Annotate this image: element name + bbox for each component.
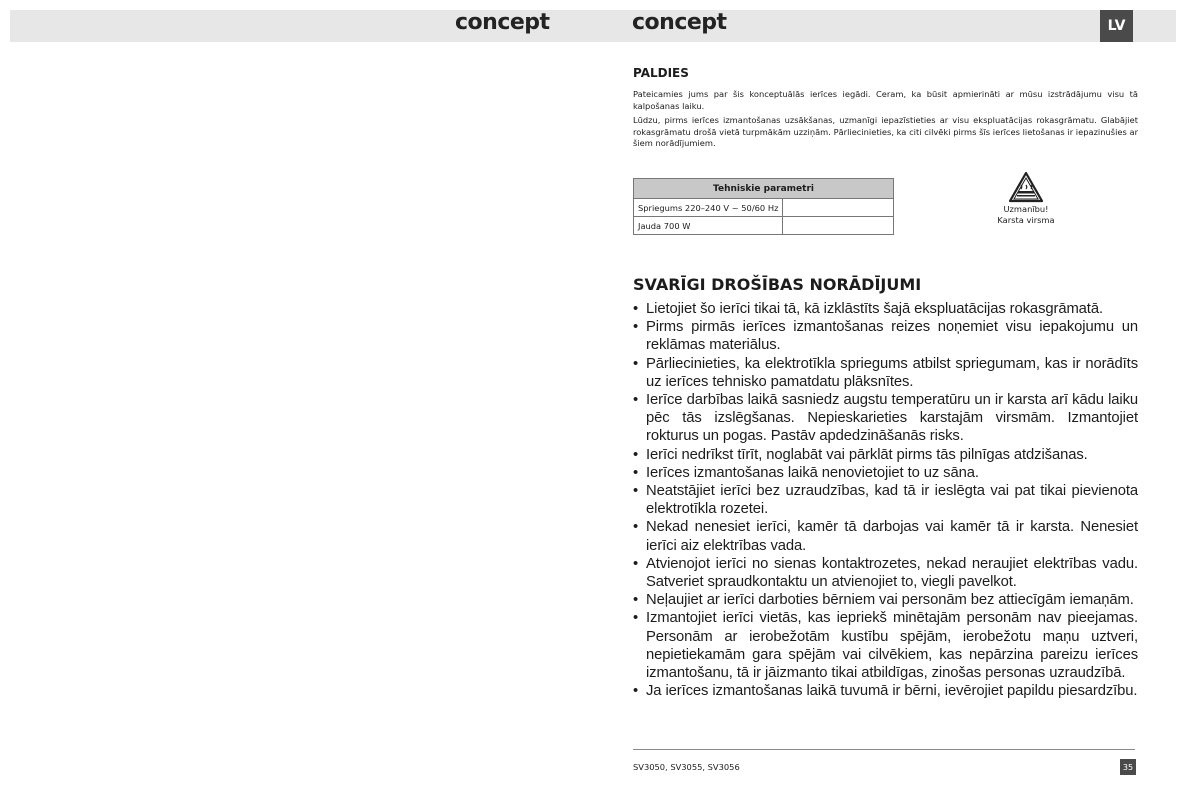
thanks-paragraph-2: Lūdzu, pirms ierīces izmantošanas uzsākšanas, uzmanīgi iepazīstieties ar visu ekspluatācijas rokasgrāmatu. Glabājiet rokasgrāmatu drošā vietā turpmākām uzziņām. Pārliecinieties, ka citi cilvēki pirms šīs ierīces lietošanas ir iepazinušies ar šiem norādījumiem. xyxy=(633,115,1138,148)
list-item: • Atvienojot ierīci no sienas kontaktrozetes, nekad neraujiet elektrības vadu. Satveriet spraudkontaktu un atvienojiet to, viegli pavelkot. xyxy=(633,555,1138,591)
param-power: Jauda 700 W xyxy=(634,217,783,235)
param-empty-cell xyxy=(783,199,894,217)
param-empty-cell xyxy=(783,217,894,235)
brand-logo-right: concept xyxy=(632,10,727,35)
list-item: • Ierīce darbības laikā sasniedz augstu temperatūru un ir karsta arī kādu laiku pēc tās izslēgšanas. Nepieskarieties karstajām virsmām. Izmantojiet rokturus un pogas. Pastāv apdedzināšanās risks. xyxy=(633,391,1138,446)
safety-heading: SVARĪGI DROŠĪBAS NORĀDĪJUMI xyxy=(633,275,922,294)
safety-rules-list xyxy=(633,300,1138,700)
list-item: • Pārliecinieties, ka elektrotīkla spriegums atbilst spriegumam, kas ir norādīts uz ierīces tehnisko pamatdatu plāksnītes. xyxy=(633,355,1138,391)
technical-parameters-table xyxy=(633,178,894,235)
list-item: • Neļaujiet ar ierīci darboties bērniem vai personām bez attiecīgām iemaņām. xyxy=(633,591,1138,609)
language-badge: LV xyxy=(1100,10,1133,42)
list-item: • Neatstājiet ierīci bez uzraudzības, kad tā ir ieslēgta vai pat tikai pievienota elektrotīkla rozetei. xyxy=(633,482,1138,518)
list-item: • Ierīces izmantošanas laikā nenovietojiet to uz sāna. xyxy=(633,464,1138,482)
footer-model-numbers: SV3050, SV3055, SV3056 xyxy=(633,762,740,772)
manual-page-content xyxy=(633,66,1138,700)
param-voltage: Spriegums 220–240 V ~ 50/60 Hz xyxy=(634,199,783,217)
thanks-heading: PALDIES xyxy=(633,66,689,80)
warning-line-1: Uzmanību! xyxy=(1003,204,1049,214)
page-number: 35 xyxy=(1120,759,1136,775)
header-band xyxy=(10,10,1176,42)
list-item: • Ja ierīces izmantošanas laikā tuvumā ir bērni, ievērojiet papildu piesardzību. xyxy=(633,682,1138,700)
list-item: • Nekad nenesiet ierīci, kamēr tā darbojas vai kamēr tā ir karsta. Nenesiet ierīci aiz elektrības vada. xyxy=(633,518,1138,554)
warning-line-2: Karsta virsma xyxy=(997,215,1055,225)
params-table-header: Tehniskie parametri xyxy=(634,179,894,199)
hot-surface-warning-icon xyxy=(1008,171,1044,203)
hot-surface-warning xyxy=(988,171,1064,226)
safety-section xyxy=(633,275,1138,700)
thanks-paragraph-1: Pateicamies jums par šis konceptuālās ierīces iegādi. Ceram, ka būsit apmierināti ar mūsu izstrādājumu visu tā kalpošanas laiku. xyxy=(633,89,1138,111)
list-item: • Ierīci nedrīkst tīrīt, noglabāt vai pārklāt pirms tās pilnīgas atdzišanas. xyxy=(633,446,1138,464)
params-and-warning xyxy=(633,178,1138,238)
list-item: • Lietojiet šo ierīci tikai tā, kā izklāstīts šajā ekspluatācijas rokasgrāmatā. xyxy=(633,300,1138,318)
table-row xyxy=(634,199,894,217)
footer-divider xyxy=(633,749,1135,750)
brand-logo-left: concept xyxy=(455,10,550,35)
table-row xyxy=(634,217,894,235)
list-item: • Izmantojiet ierīci vietās, kas iepriekš minētajām personām nav pieejamas. Personām ar ierobežotām kustību spējām, ierobežotu maņu uztveri, nepietiekamām gara spējām vai cilvēkiem, kas nepārzina pareizu ierīces izmantošanu, tā ir jāizmanto tikai atbildīgas, zinošas personas uzraudzībā. xyxy=(633,609,1138,682)
list-item: • Pirms pirmās ierīces izmantošanas reizes noņemiet visu iepakojumu un reklāmas materiālus. xyxy=(633,318,1138,354)
